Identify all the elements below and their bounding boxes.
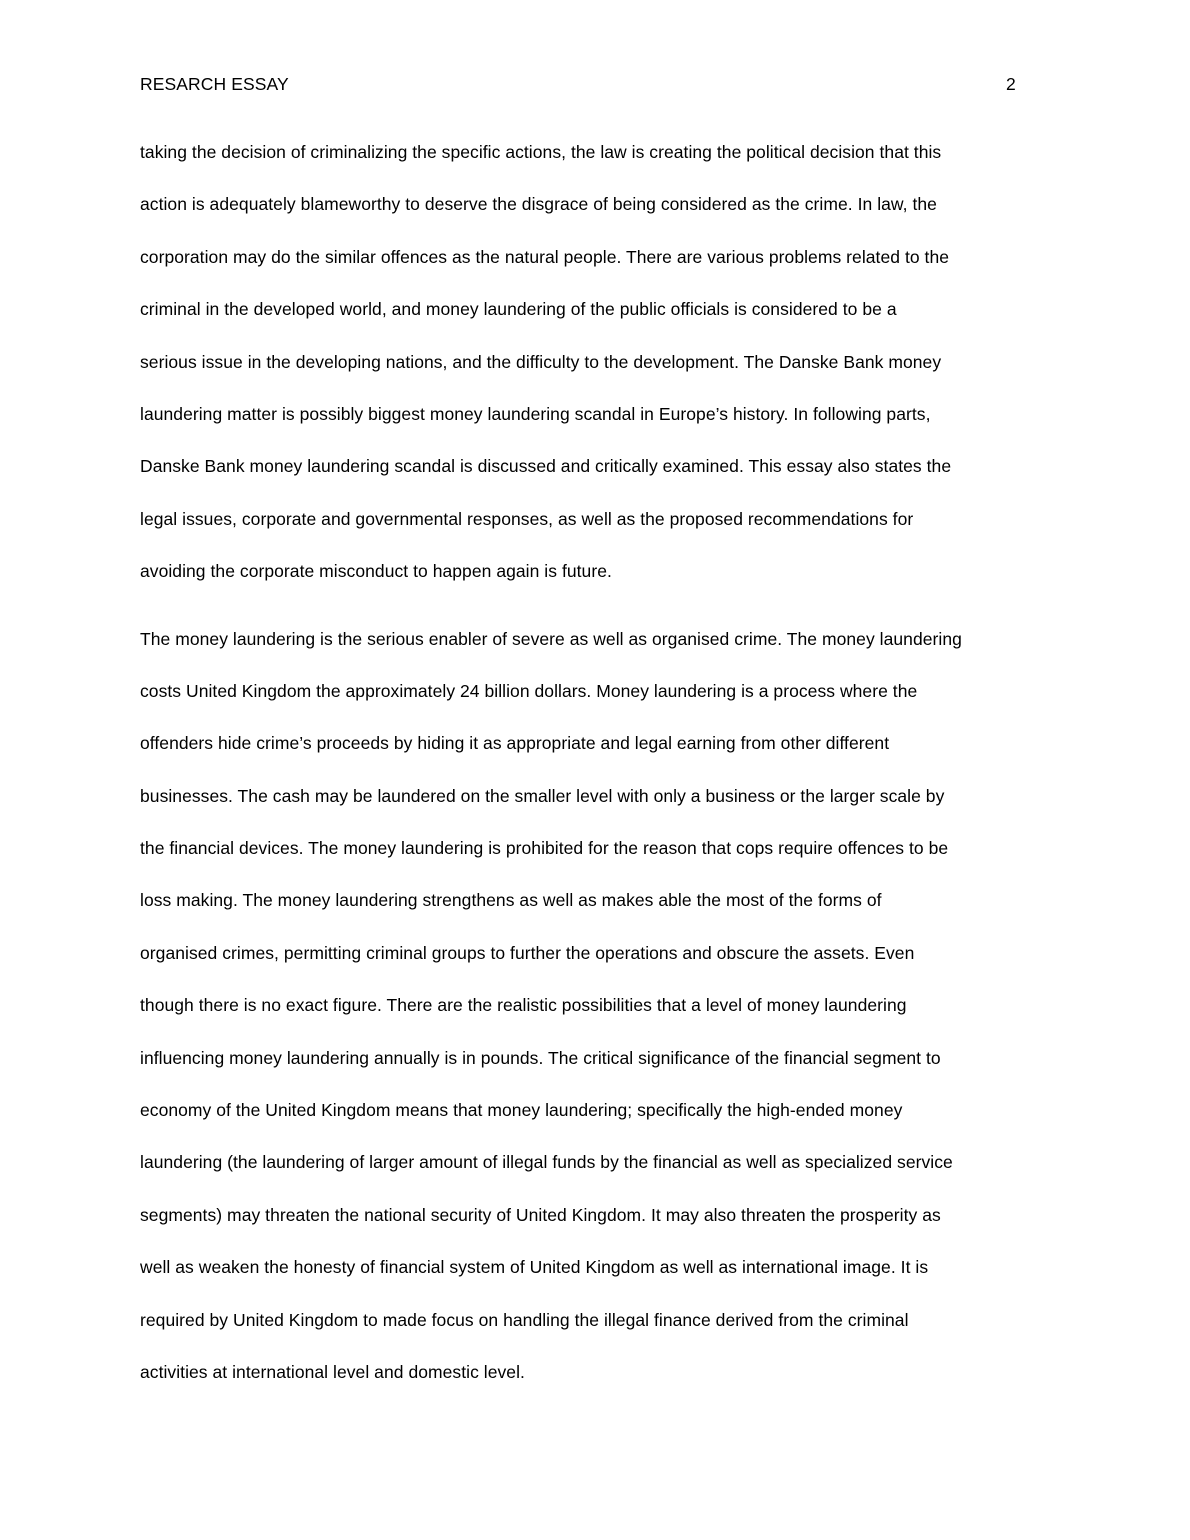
text-line: avoiding the corporate misconduct to happen again is future. bbox=[140, 561, 612, 582]
page-number: 2 bbox=[1006, 74, 1016, 94]
text-line: activities at international level and domestic level. bbox=[140, 1361, 525, 1382]
text-line: laundering (the laundering of larger amount of illegal funds by the financial as well as specialized service bbox=[140, 1152, 953, 1173]
text-line: serious issue in the developing nations, and the difficulty to the development. The Danske Bank money bbox=[140, 351, 942, 372]
text-line: segments) may threaten the national security of United Kingdom. It may also threaten the prosperity as bbox=[140, 1204, 941, 1225]
text-line: loss making. The money laundering strengthens as well as makes able the most of the forms of bbox=[140, 890, 882, 911]
body-text bbox=[140, 126, 1050, 1398]
text-line: the financial devices. The money laundering is prohibited for the reason that cops require offences to be bbox=[140, 838, 949, 859]
text-line: criminal in the developed world, and money laundering of the public officials is considered to be a bbox=[140, 299, 897, 320]
text-line: action is adequately blameworthy to deserve the disgrace of being considered as the crime. In law, the bbox=[140, 194, 937, 215]
text-line: taking the decision of criminalizing the specific actions, the law is creating the political decision that this bbox=[140, 142, 942, 162]
paragraph-1 bbox=[140, 126, 1050, 598]
text-line: corporation may do the similar offences as the natural people. There are various problems related to the bbox=[140, 246, 950, 267]
running-head: RESARCH ESSAY bbox=[140, 74, 289, 94]
paragraph-2 bbox=[140, 613, 1050, 1399]
text-line: offenders hide crime’s proceeds by hiding it as appropriate and legal earning from other different bbox=[140, 733, 890, 754]
text-line: The money laundering is the serious enabler of severe as well as organised crime. The money laundering bbox=[140, 628, 962, 649]
text-line: economy of the United Kingdom means that money laundering; specifically the high-ended money bbox=[140, 1100, 903, 1121]
text-line: though there is no exact figure. There are the realistic possibilities that a level of money laundering bbox=[140, 995, 907, 1016]
text-line: influencing money laundering annually is in pounds. The critical significance of the financial segment to bbox=[140, 1047, 941, 1068]
text-line: laundering matter is possibly biggest money laundering scandal in Europe’s history. In following parts, bbox=[140, 403, 931, 424]
text-line: businesses. The cash may be laundered on the smaller level with only a business or the larger scale by bbox=[140, 785, 945, 806]
text-line: organised crimes, permitting criminal groups to further the operations and obscure the assets. Even bbox=[140, 942, 915, 963]
text-line: Danske Bank money laundering scandal is discussed and critically examined. This essay also states the bbox=[140, 456, 952, 477]
text-line: legal issues, corporate and governmental responses, as well as the proposed recommendations for bbox=[140, 508, 914, 529]
text-line: required by United Kingdom to made focus on handling the illegal finance derived from the criminal bbox=[140, 1309, 909, 1330]
text-line: costs United Kingdom the approximately 24 billion dollars. Money laundering is a process where the bbox=[140, 680, 918, 701]
text-line: well as weaken the honesty of financial system of United Kingdom as well as international image. It is bbox=[140, 1257, 929, 1278]
